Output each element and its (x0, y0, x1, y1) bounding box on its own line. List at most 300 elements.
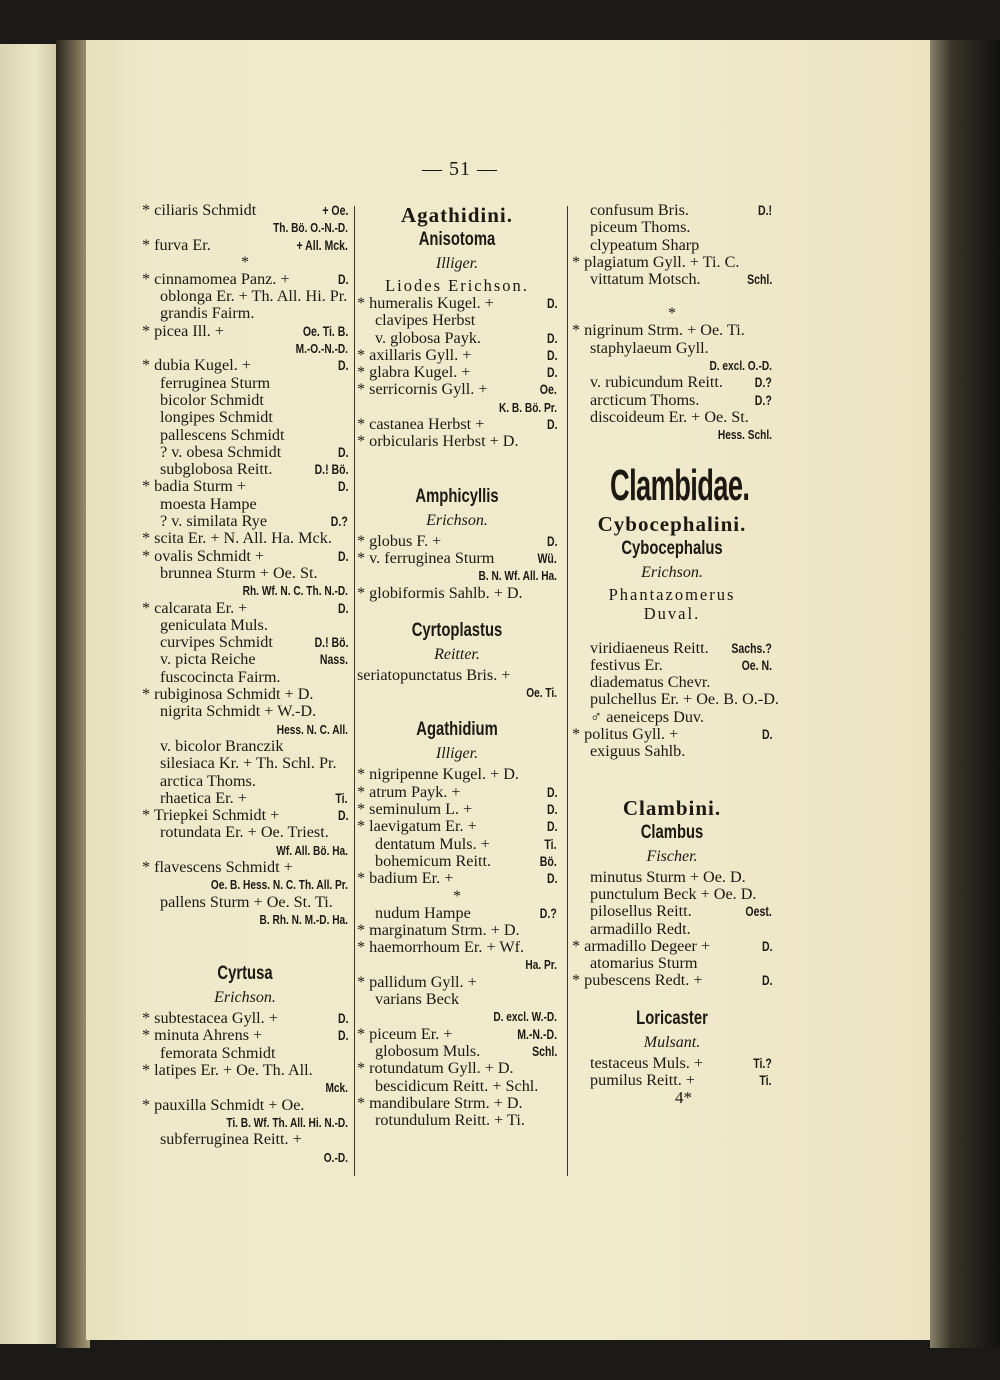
genus-author: Illiger. (435, 255, 479, 272)
asterisk-separator: * (668, 305, 676, 323)
species-entry (142, 1131, 348, 1148)
species-name: discoideum Er. + Oe. St. (590, 407, 749, 426)
distribution-code: D. (337, 444, 348, 460)
species-entry (357, 364, 557, 381)
species-entry (357, 295, 557, 312)
species-name: * Triepkei Schmidt + (142, 806, 280, 825)
species-entry (142, 444, 348, 461)
species-entry (142, 824, 348, 841)
species-name: viridiaeneus Reitt. (590, 638, 709, 657)
distribution-code: D. (761, 973, 772, 989)
species-name: * glabra Kugel. + (357, 363, 471, 382)
species-entry (357, 974, 557, 991)
species-name: oblonga Er. + Th. All. Hi. Pr. (160, 287, 348, 306)
distribution-code: D.! (757, 203, 772, 218)
distribution-line: O.-D. (323, 1149, 348, 1165)
species-entry (357, 818, 557, 835)
page-edge-shadow (930, 40, 1000, 1348)
genus-author: Erichson. (214, 989, 276, 1007)
distribution-code: D. (761, 938, 772, 954)
species-name: * ciliaris Schmidt (142, 201, 257, 219)
species-entry (357, 312, 557, 329)
species-entry (357, 1043, 557, 1060)
species-name: femorata Schmidt (160, 1043, 276, 1062)
species-name: * calcarata Er. + (142, 598, 248, 617)
distribution-line: Hess. Schl. (717, 427, 772, 443)
species-entry (142, 651, 348, 668)
species-entry (572, 690, 779, 709)
distribution-code: D. (337, 808, 348, 824)
facing-page-edge (0, 44, 58, 1344)
distribution-code: D.? (755, 375, 772, 391)
species-entry (572, 921, 772, 938)
genus-author: Erichson. (426, 511, 488, 529)
species-entry (357, 766, 557, 783)
distribution-code: M.-N.-D. (517, 1026, 557, 1042)
spacer (357, 701, 557, 718)
species-entry (142, 1027, 348, 1044)
species-entry (357, 667, 557, 684)
species-name: piceum Thoms. (590, 218, 691, 237)
species-name: ? v. similata Rye (160, 512, 268, 531)
species-name: * cinnamomea Panz. + (142, 269, 290, 288)
species-name: * orbicularis Herbst + D. (357, 432, 519, 451)
species-entry (357, 991, 557, 1008)
distribution-line: B. N. Wf. All. Ha. (478, 568, 557, 584)
distribution-code: D. (546, 533, 557, 549)
species-entry (357, 1095, 557, 1112)
spacer (572, 288, 772, 305)
species-entry (142, 427, 348, 444)
species-name: * rubiginosa Schmidt + D. (142, 685, 314, 704)
distribution-code: D. (761, 727, 772, 743)
species-name: fuscocincta Fairm. (160, 667, 281, 686)
species-name: curvipes Schmidt (160, 633, 273, 652)
species-name: * pallidum Gyll. + (357, 972, 477, 991)
species-entry (572, 903, 772, 920)
distribution-code: + Oe. (321, 203, 348, 218)
species-name: rhaetica Er. + (160, 788, 247, 807)
species-entry (357, 836, 557, 853)
species-entry (142, 392, 348, 409)
species-entry (572, 640, 772, 657)
species-entry (142, 669, 348, 686)
species-name: armadillo Redt. (590, 919, 691, 938)
distribution-code: D. (546, 417, 557, 433)
spacer (572, 778, 772, 795)
species-name: confusum Bris. (590, 201, 689, 219)
tribe-heading: Cybocephalini. (597, 511, 747, 536)
species-entry (142, 305, 348, 322)
distribution-line: Ha. Pr. (525, 957, 557, 973)
distribution-line: D. excl. O.-D. (709, 358, 772, 374)
column-1 (142, 202, 348, 1166)
species-entry (142, 1097, 348, 1114)
species-name: festivus Er. (590, 655, 663, 674)
species-name: ferruginea Sturm (160, 373, 271, 392)
species-name: * picea Ill. + (142, 321, 224, 340)
species-name: seriatopunctatus Bris. + (357, 665, 511, 684)
species-entry (357, 433, 557, 450)
tribe-heading: Agathidini. (401, 203, 513, 227)
species-entry (572, 322, 772, 339)
species-entry (572, 237, 772, 254)
species-name: * badia Sturm + (142, 477, 246, 496)
species-name: geniculata Muls. (160, 615, 268, 634)
species-entry (142, 894, 348, 911)
distribution-line: Wf. All. Bö. Ha. (276, 842, 348, 858)
species-name: * ovalis Schmidt + (142, 546, 264, 565)
species-entry (357, 1060, 557, 1077)
synonym-genus: Liodes Erichson. (385, 276, 529, 295)
species-entry (572, 202, 772, 219)
distribution-code: Oe. Ti. B. (302, 323, 348, 339)
book-gutter (56, 40, 90, 1348)
spacer (142, 945, 348, 962)
species-name: atomarius Sturm (590, 954, 698, 973)
species-name: * globus F. + (357, 531, 442, 550)
species-name: * politus Gyll. + (572, 725, 679, 744)
species-name: * rotundatum Gyll. + D. (357, 1059, 514, 1078)
species-entry (357, 550, 557, 567)
species-entry (357, 905, 557, 922)
distribution-code: Ti. (335, 790, 348, 806)
column-3 (572, 201, 779, 1108)
spacer (357, 468, 557, 485)
genus-heading: Anisotoma (418, 229, 496, 250)
species-entry (572, 955, 772, 972)
species-entry (142, 288, 348, 305)
family-heading: Clambidae. (610, 460, 750, 510)
species-entry (357, 347, 557, 364)
distribution-code: D. (337, 1011, 348, 1027)
species-name: v. globosa Payk. (375, 328, 481, 347)
species-entry (357, 922, 557, 939)
distribution-code: D. (546, 871, 557, 887)
species-entry (142, 496, 348, 513)
genus-author: Erichson. (641, 563, 703, 581)
distribution-code: D.? (540, 905, 557, 921)
species-name: varians Beck (375, 990, 460, 1009)
species-entry (572, 1055, 772, 1072)
genus-heading: Clambus (640, 821, 704, 843)
distribution-code: + All. Mck. (296, 237, 348, 253)
synonym-genus: Duval. (643, 603, 701, 623)
distribution-code: D.! Bö. (314, 462, 348, 478)
species-name: * humeralis Kugel. + (357, 294, 494, 312)
species-name: nigrita Schmidt + W.-D. (160, 702, 317, 721)
species-entry (142, 565, 348, 582)
species-entry (357, 585, 557, 602)
species-entry (572, 743, 772, 760)
distribution-line: Oe. B. Hess. N. C. Th. All. Pr. (210, 877, 348, 893)
species-name: * subtestacea Gyll. + (142, 1009, 278, 1028)
distribution-line: M.-O.-N.-D. (295, 341, 348, 357)
species-name: v. picta Reiche (160, 650, 256, 669)
distribution-code: D.? (331, 514, 348, 530)
species-entry (142, 1010, 348, 1027)
genus-heading: Agathidium (416, 719, 498, 741)
species-entry (357, 533, 557, 550)
distribution-code: D. (546, 330, 557, 346)
genus-author: Illiger. (435, 745, 479, 763)
species-entry (357, 1026, 557, 1043)
species-name: ♂ aeneiceps Duv. (590, 707, 705, 726)
distribution-line: Th. Bö. O.-N.-D. (273, 220, 348, 236)
species-entry (572, 374, 772, 391)
species-name: rotundulum Reitt. + Ti. (375, 1111, 525, 1130)
species-name: vittatum Motsch. (590, 270, 701, 289)
genus-heading: Cyrtusa (217, 963, 273, 985)
spacer (572, 761, 772, 778)
synonym-genus: Phantazomerus (608, 584, 736, 604)
distribution-line: D. excl. W.-D. (493, 1009, 557, 1025)
species-entry (572, 1072, 772, 1089)
species-name: * serricornis Gyll. + (357, 380, 488, 399)
species-entry (572, 869, 772, 886)
species-name: pulchellus Er. + Oe. B. O.-D. (590, 690, 779, 709)
distribution-code: D.? (755, 392, 772, 408)
species-entry (142, 703, 348, 720)
species-entry (142, 773, 348, 790)
species-entry (572, 340, 772, 357)
species-name: exiguus Sahlb. (590, 742, 686, 761)
species-name: testaceus Muls. + (590, 1053, 703, 1072)
distribution-code: Nass. (319, 652, 348, 668)
species-name: * flavescens Schmidt + (142, 857, 293, 876)
species-entry (142, 237, 348, 254)
species-entry (572, 409, 772, 426)
species-name: v. rubicundum Reitt. (590, 373, 723, 392)
species-name: * v. ferruginea Sturm (357, 548, 495, 567)
distribution-code: Ti. (544, 836, 557, 852)
species-entry (142, 202, 348, 219)
species-entry (572, 219, 772, 236)
species-entry (572, 254, 772, 271)
species-entry (357, 939, 557, 956)
species-entry (142, 271, 348, 288)
species-name: * plagiatum Gyll. + Ti. C. (572, 252, 740, 271)
species-entry (357, 1112, 557, 1129)
species-entry (572, 271, 772, 288)
species-entry (142, 1062, 348, 1079)
species-entry (572, 886, 772, 903)
spacer (572, 623, 772, 640)
species-name: * mandibulare Strm. + D. (357, 1093, 523, 1112)
species-name: rotundata Er. + Oe. Triest. (160, 823, 329, 842)
species-entry (142, 859, 348, 876)
species-name: diadematus Chevr. (590, 673, 711, 692)
species-entry (357, 870, 557, 887)
species-entry (357, 416, 557, 433)
species-name: grandis Fairm. (160, 304, 255, 323)
signature-mark: 4* (675, 1088, 692, 1108)
distribution-code: Oe. (540, 382, 557, 398)
species-name: arcticum Thoms. (590, 390, 700, 409)
species-entry (572, 674, 772, 691)
distribution-code: Oe. N. (741, 657, 772, 673)
distribution-line: Hess. N. C. All. (276, 721, 348, 737)
species-name: longipes Schmidt (160, 408, 273, 427)
species-name: * nigrinum Strm. + Oe. Ti. (572, 321, 745, 340)
spacer (572, 990, 772, 1007)
species-name: pallens Sturm + Oe. St. Ti. (160, 892, 333, 911)
distribution-code: D. (546, 784, 557, 800)
genus-heading: Cybocephalus (621, 537, 723, 559)
species-entry (357, 381, 557, 398)
distribution-code: D. (337, 600, 348, 616)
distribution-code: D. (546, 819, 557, 835)
species-entry (142, 634, 348, 651)
species-name: * piceum Er. + (357, 1024, 453, 1043)
species-entry (142, 530, 348, 547)
genus-author: Reitter. (434, 645, 480, 663)
species-entry (142, 1045, 348, 1062)
asterisk-separator: * (241, 253, 249, 271)
distribution-code: D. (337, 548, 348, 564)
distribution-code: Schl. (746, 272, 772, 288)
species-name: silesiaca Kr. + Th. Schl. Pr. (160, 754, 337, 773)
species-entry (142, 807, 348, 824)
asterisk-separator: * (453, 887, 461, 905)
species-name: bicolor Schmidt (160, 390, 264, 409)
species-name: * castanea Herbst + (357, 415, 485, 434)
distribution-code: D. (546, 802, 557, 818)
species-name: v. bicolor Branczik (160, 736, 284, 755)
species-name: brunnea Sturm + Oe. St. (160, 563, 318, 582)
species-entry (142, 323, 348, 340)
spacer (142, 928, 348, 945)
species-name: bescidicum Reitt. + Schl. (375, 1076, 539, 1095)
species-name: dentatum Muls. + (375, 834, 490, 853)
species-name: ? v. obesa Schmidt (160, 442, 282, 461)
species-name: pallescens Schmidt (160, 425, 285, 444)
species-name: * seminulum L. + (357, 800, 473, 819)
species-entry (357, 784, 557, 801)
species-name: * armadillo Degeer + (572, 936, 711, 955)
distribution-code: Ti.? (753, 1055, 772, 1071)
species-entry (142, 738, 348, 755)
distribution-code: Bö. (540, 853, 557, 869)
species-entry (142, 617, 348, 634)
distribution-code: Oest. (745, 904, 772, 920)
species-name: * marginatum Strm. + D. (357, 920, 520, 939)
genus-heading: Loricaster (636, 1007, 708, 1029)
distribution-code: D. (337, 1028, 348, 1044)
species-name: * scita Er. + N. All. Ha. Mck. (142, 529, 332, 548)
genus-author: Mulsant. (643, 1033, 701, 1051)
spacer (572, 444, 772, 461)
distribution-code: D.! Bö. (314, 635, 348, 651)
genus-author: Fischer. (646, 847, 698, 865)
species-name: clypeatum Sharp (590, 235, 700, 254)
species-entry (142, 548, 348, 565)
distribution-code: D. (337, 479, 348, 495)
species-entry (142, 790, 348, 807)
species-name: punctulum Beck + Oe. D. (590, 884, 757, 903)
distribution-code: D. (337, 271, 348, 287)
species-name: * nigripenne Kugel. + D. (357, 765, 519, 784)
species-name: * haemorrhoum Er. + Wf. (357, 938, 525, 957)
distribution-code: D. (546, 365, 557, 381)
species-name: subferruginea Reitt. + (160, 1130, 302, 1149)
species-name: subglobosa Reitt. (160, 460, 273, 479)
species-name: pumilus Reitt. + (590, 1071, 695, 1090)
distribution-code: Wü. (537, 550, 557, 566)
species-name: minutus Sturm + Oe. D. (590, 867, 746, 886)
species-name: * dubia Kugel. + (142, 356, 251, 375)
distribution-line: Ti. B. Wf. Th. All. Hi. N.-D. (226, 1114, 348, 1130)
species-name: * minuta Ahrens + (142, 1026, 263, 1045)
species-name: globosum Muls. (375, 1041, 481, 1060)
species-entry (572, 938, 772, 955)
tribe-heading: Clambini. (622, 795, 722, 820)
distribution-code: D. (337, 358, 348, 374)
distribution-code: Schl. (531, 1043, 557, 1059)
species-entry (142, 600, 348, 617)
species-entry (357, 853, 557, 870)
species-entry (357, 1078, 557, 1095)
species-entry (142, 409, 348, 426)
species-entry (142, 755, 348, 772)
distribution-line: B. Rh. N. M.-D. Ha. (259, 911, 348, 927)
species-entry (572, 657, 772, 674)
species-name: clavipes Herbst (375, 311, 476, 330)
species-name: arctica Thoms. (160, 771, 256, 790)
species-name: bohemicum Reitt. (375, 851, 491, 870)
species-name: * laevigatum Er. + (357, 817, 477, 836)
species-name: moesta Hampe (160, 494, 257, 513)
species-name: * globiformis Sahlb. + D. (357, 583, 523, 602)
species-entry (357, 801, 557, 818)
species-name: * atrum Payk. + (357, 782, 461, 801)
species-entry (142, 478, 348, 495)
species-entry (142, 686, 348, 703)
species-entry (142, 513, 348, 530)
column-2 (357, 202, 557, 1129)
species-name: * axillaris Gyll. + (357, 345, 472, 364)
distribution-code: Ti. (759, 1073, 772, 1089)
species-entry (142, 375, 348, 392)
page-number: — 51 — (422, 158, 498, 180)
species-name: pilosellus Reitt. (590, 902, 692, 921)
species-name: * pubescens Redt. + (572, 971, 703, 990)
species-entry (142, 461, 348, 478)
species-entry (572, 709, 772, 726)
species-name: * latipes Er. + Oe. Th. All. (142, 1061, 313, 1080)
spacer (357, 602, 557, 619)
species-entry (572, 392, 772, 409)
distribution-code: Sachs.? (731, 640, 772, 656)
genus-heading: Amphicyllis (415, 485, 499, 507)
species-entry (142, 357, 348, 374)
distribution-line: K. B. Bö. Pr. (498, 399, 557, 415)
species-name: * furva Er. (142, 235, 211, 254)
species-name: staphylaeum Gyll. (590, 338, 709, 357)
spacer (357, 451, 557, 468)
species-entry (572, 972, 772, 989)
species-entry (357, 330, 557, 347)
distribution-line: Mck. (325, 1080, 348, 1096)
genus-heading: Cyrtoplastus (411, 619, 503, 641)
species-name: * pauxilla Schmidt + Oe. (142, 1095, 305, 1114)
distribution-line: Rh. Wf. N. C. Th. N.-D. (242, 583, 348, 599)
species-name: nudum Hampe (375, 903, 471, 922)
distribution-code: D. (546, 347, 557, 363)
column-divider (354, 206, 355, 1176)
species-entry (572, 726, 772, 743)
species-name: * badium Er. + (357, 869, 454, 888)
